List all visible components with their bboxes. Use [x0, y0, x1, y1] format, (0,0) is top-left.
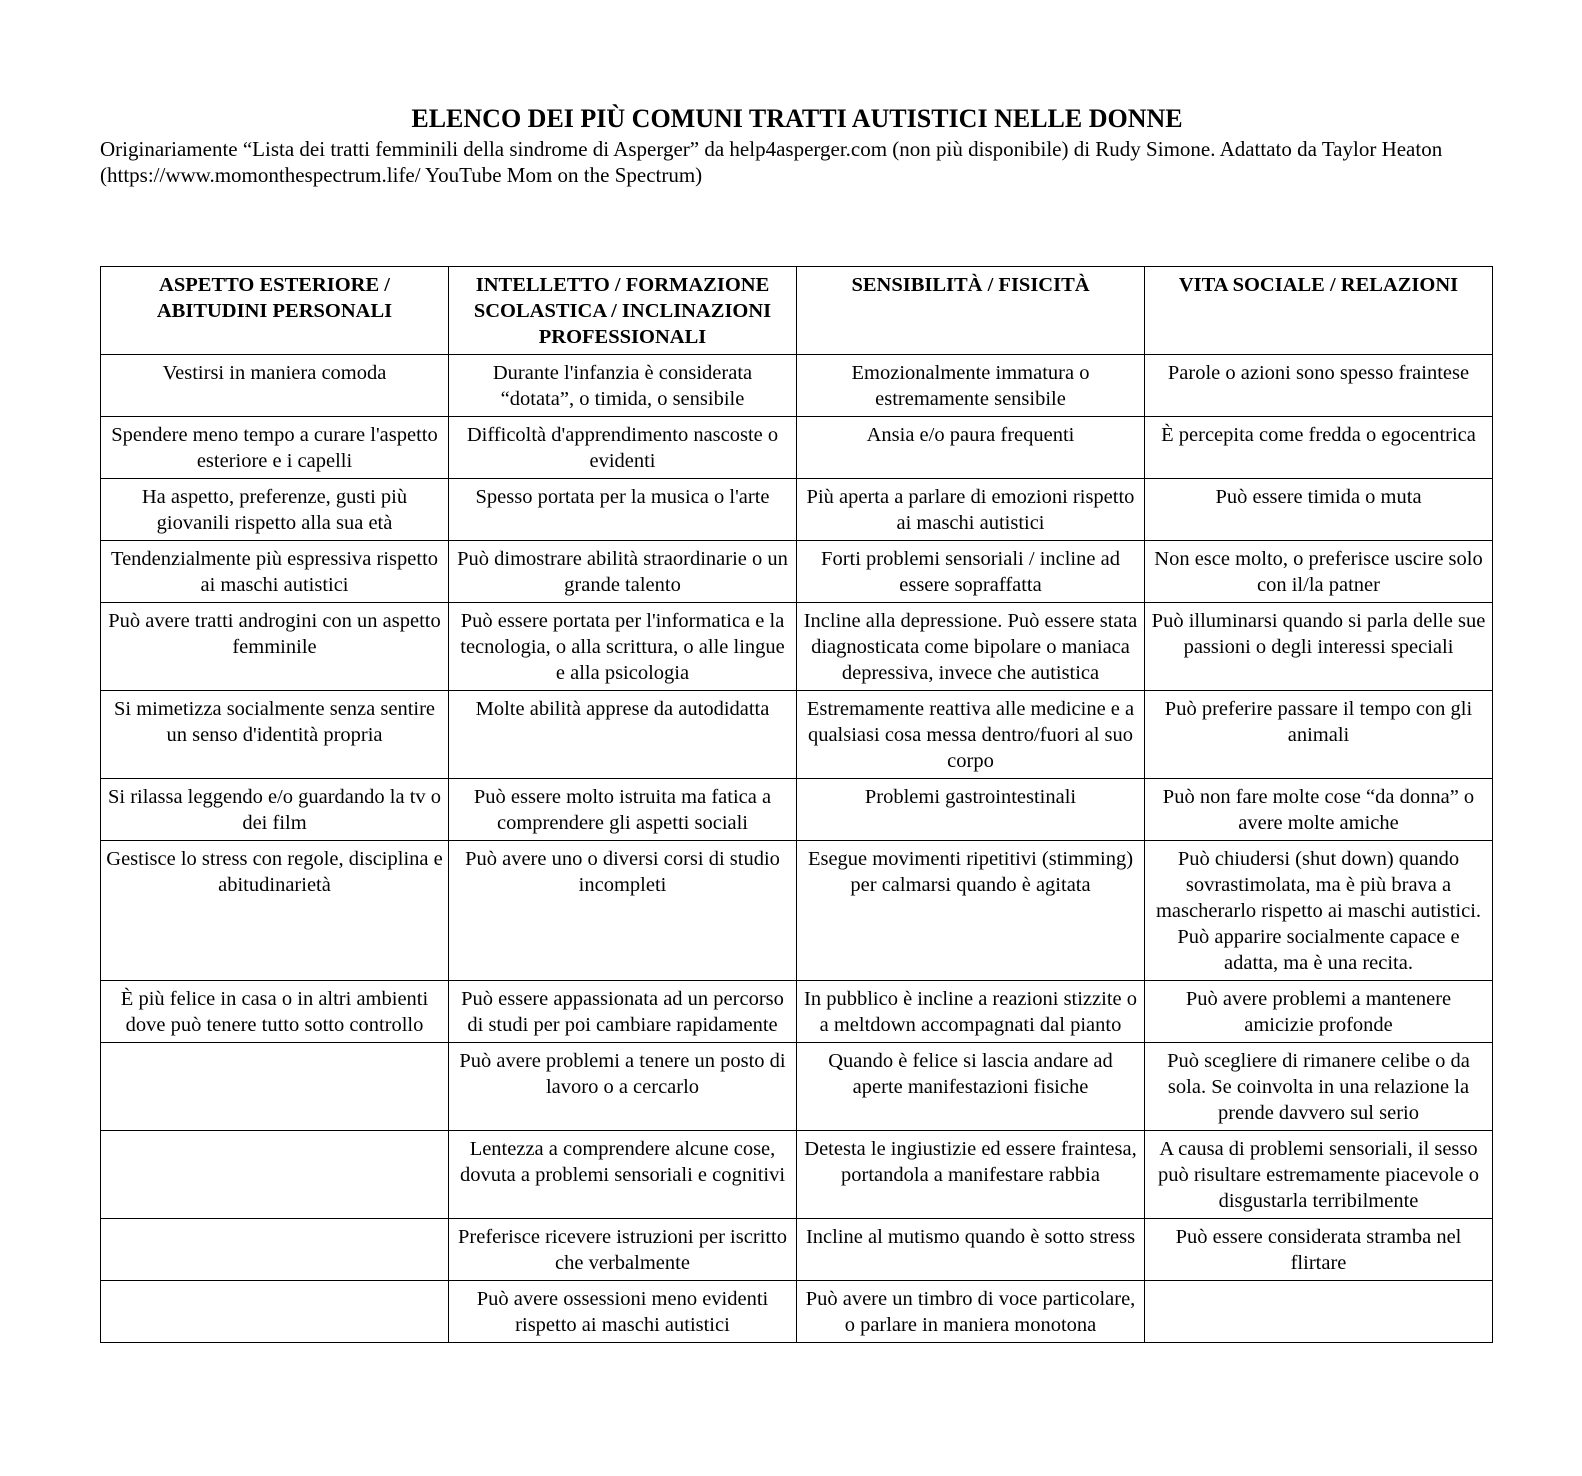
document-subtitle: Originariamente “Lista dei tratti femminili della sindrome di Asperger” da help4asperger.com (non più disponibile) di Rudy Simone. Adattato da Taylor Heaton (https://www.momonthespectrum.life/ YouTube Mom on the Spectrum): [100, 137, 1443, 187]
table-cell: Difficoltà d'apprendimento nascoste o evidenti: [449, 417, 797, 479]
column-header-sensitivity: SENSIBILITÀ / FISICITÀ: [797, 267, 1145, 355]
table-cell: Può avere ossessioni meno evidenti rispetto ai maschi autistici: [449, 1281, 797, 1343]
column-header-appearance: ASPETTO ESTERIORE / ABITUDINI PERSONALI: [101, 267, 449, 355]
table-cell: Può scegliere di rimanere celibe o da sola. Se coinvolta in una relazione la prende davvero sul serio: [1145, 1043, 1493, 1131]
column-header-intellect: INTELLETTO / FORMAZIONE SCOLASTICA / INCLINAZIONI PROFESSIONALI: [449, 267, 797, 355]
table-cell: Molte abilità apprese da autodidatta: [449, 691, 797, 779]
table-row: [101, 417, 1493, 479]
table-body: [101, 355, 1493, 1343]
table-cell: Problemi gastrointestinali: [797, 779, 1145, 841]
table-cell: Esegue movimenti ripetitivi (stimming) per calmarsi quando è agitata: [797, 841, 1145, 981]
table-cell: Si mimetizza socialmente senza sentire un senso d'identità propria: [101, 691, 449, 779]
table-cell: Può avere problemi a mantenere amicizie profonde: [1145, 981, 1493, 1043]
table-row: [101, 691, 1493, 779]
table-cell: Può avere tratti androgini con un aspetto femminile: [101, 603, 449, 691]
table-row: [101, 603, 1493, 691]
table-cell: Può dimostrare abilità straordinarie o un grande talento: [449, 541, 797, 603]
table-cell: Può essere portata per l'informatica e la tecnologia, o alla scrittura, o alle lingue e alla psicologia: [449, 603, 797, 691]
table-row: [101, 1043, 1493, 1131]
document-title: ELENCO DEI PIÙ COMUNI TRATTI AUTISTICI NELLE DONNE: [411, 104, 1183, 133]
table-row: [101, 1219, 1493, 1281]
table-cell-empty: [101, 1281, 449, 1343]
table-cell: Vestirsi in maniera comoda: [101, 355, 449, 417]
table-cell: Può avere uno o diversi corsi di studio incompleti: [449, 841, 797, 981]
traits-table: [100, 266, 1493, 1343]
table-cell: Può essere timida o muta: [1145, 479, 1493, 541]
table-cell: Può essere appassionata ad un percorso di studi per poi cambiare rapidamente: [449, 981, 797, 1043]
table-cell: Può non fare molte cose “da donna” o avere molte amiche: [1145, 779, 1493, 841]
table-cell: Preferisce ricevere istruzioni per iscritto che verbalmente: [449, 1219, 797, 1281]
table-cell: Ha aspetto, preferenze, gusti più giovanili rispetto alla sua età: [101, 479, 449, 541]
table-cell: Può essere considerata stramba nel flirtare: [1145, 1219, 1493, 1281]
table-cell: Non esce molto, o preferisce uscire solo con il/la patner: [1145, 541, 1493, 603]
table-cell: Incline al mutismo quando è sotto stress: [797, 1219, 1145, 1281]
table-row: [101, 355, 1493, 417]
table-cell: Incline alla depressione. Può essere stata diagnosticata come bipolare o maniaca depressiva, invece che autistica: [797, 603, 1145, 691]
table-row: [101, 779, 1493, 841]
table-cell: Gestisce lo stress con regole, disciplina e abitudinarietà: [101, 841, 449, 981]
table-cell: Ansia e/o paura frequenti: [797, 417, 1145, 479]
table-cell: Tendenzialmente più espressiva rispetto ai maschi autistici: [101, 541, 449, 603]
table-row: [101, 981, 1493, 1043]
table-cell: Spendere meno tempo a curare l'aspetto esteriore e i capelli: [101, 417, 449, 479]
table-cell: Può avere un timbro di voce particolare, o parlare in maniera monotona: [797, 1281, 1145, 1343]
column-header-social-life: VITA SOCIALE / RELAZIONI: [1145, 267, 1493, 355]
table-header-row: [101, 267, 1493, 355]
table-cell: Lentezza a comprendere alcune cose, dovuta a problemi sensoriali e cognitivi: [449, 1131, 797, 1219]
table-cell: Può essere molto istruita ma fatica a comprendere gli aspetti sociali: [449, 779, 797, 841]
table-cell: Spesso portata per la musica o l'arte: [449, 479, 797, 541]
table-row: [101, 1131, 1493, 1219]
table-cell: Quando è felice si lascia andare ad aperte manifestazioni fisiche: [797, 1043, 1145, 1131]
table-cell: Emozionalmente immatura o estremamente sensibile: [797, 355, 1145, 417]
table-cell-empty: [101, 1131, 449, 1219]
table-cell: Può preferire passare il tempo con gli animali: [1145, 691, 1493, 779]
table-cell: È più felice in casa o in altri ambienti dove può tenere tutto sotto controllo: [101, 981, 449, 1043]
table-row: [101, 1281, 1493, 1343]
table-cell-empty: [1145, 1281, 1493, 1343]
table-cell-empty: [101, 1043, 449, 1131]
table-cell: A causa di problemi sensoriali, il sesso può risultare estremamente piacevole o disgustarla terribilmente: [1145, 1131, 1493, 1219]
table-cell-empty: [101, 1219, 449, 1281]
table-cell: Si rilassa leggendo e/o guardando la tv o dei film: [101, 779, 449, 841]
table-cell: Può illuminarsi quando si parla delle sue passioni o degli interessi speciali: [1145, 603, 1493, 691]
table-cell: È percepita come fredda o egocentrica: [1145, 417, 1493, 479]
table-row: [101, 479, 1493, 541]
table-cell: Forti problemi sensoriali / incline ad essere sopraffatta: [797, 541, 1145, 603]
table-row: [101, 841, 1493, 981]
table-cell: In pubblico è incline a reazioni stizzite o a meltdown accompagnati dal pianto: [797, 981, 1145, 1043]
table-cell: Può chiudersi (shut down) quando sovrastimolata, ma è più brava a mascherarlo rispetto ai maschi autistici. Può apparire socialmente capace e adatta, ma è una recita.: [1145, 841, 1493, 981]
table-cell: Durante l'infanzia è considerata “dotata”, o timida, o sensibile: [449, 355, 797, 417]
table-cell: Estremamente reattiva alle medicine e a qualsiasi cosa messa dentro/fuori al suo corpo: [797, 691, 1145, 779]
table-row: [101, 541, 1493, 603]
table-cell: Può avere problemi a tenere un posto di lavoro o a cercarlo: [449, 1043, 797, 1131]
table-cell: Detesta le ingiustizie ed essere fraintesa, portandola a manifestare rabbia: [797, 1131, 1145, 1219]
table-cell: Più aperta a parlare di emozioni rispetto ai maschi autistici: [797, 479, 1145, 541]
table-cell: Parole o azioni sono spesso fraintese: [1145, 355, 1493, 417]
